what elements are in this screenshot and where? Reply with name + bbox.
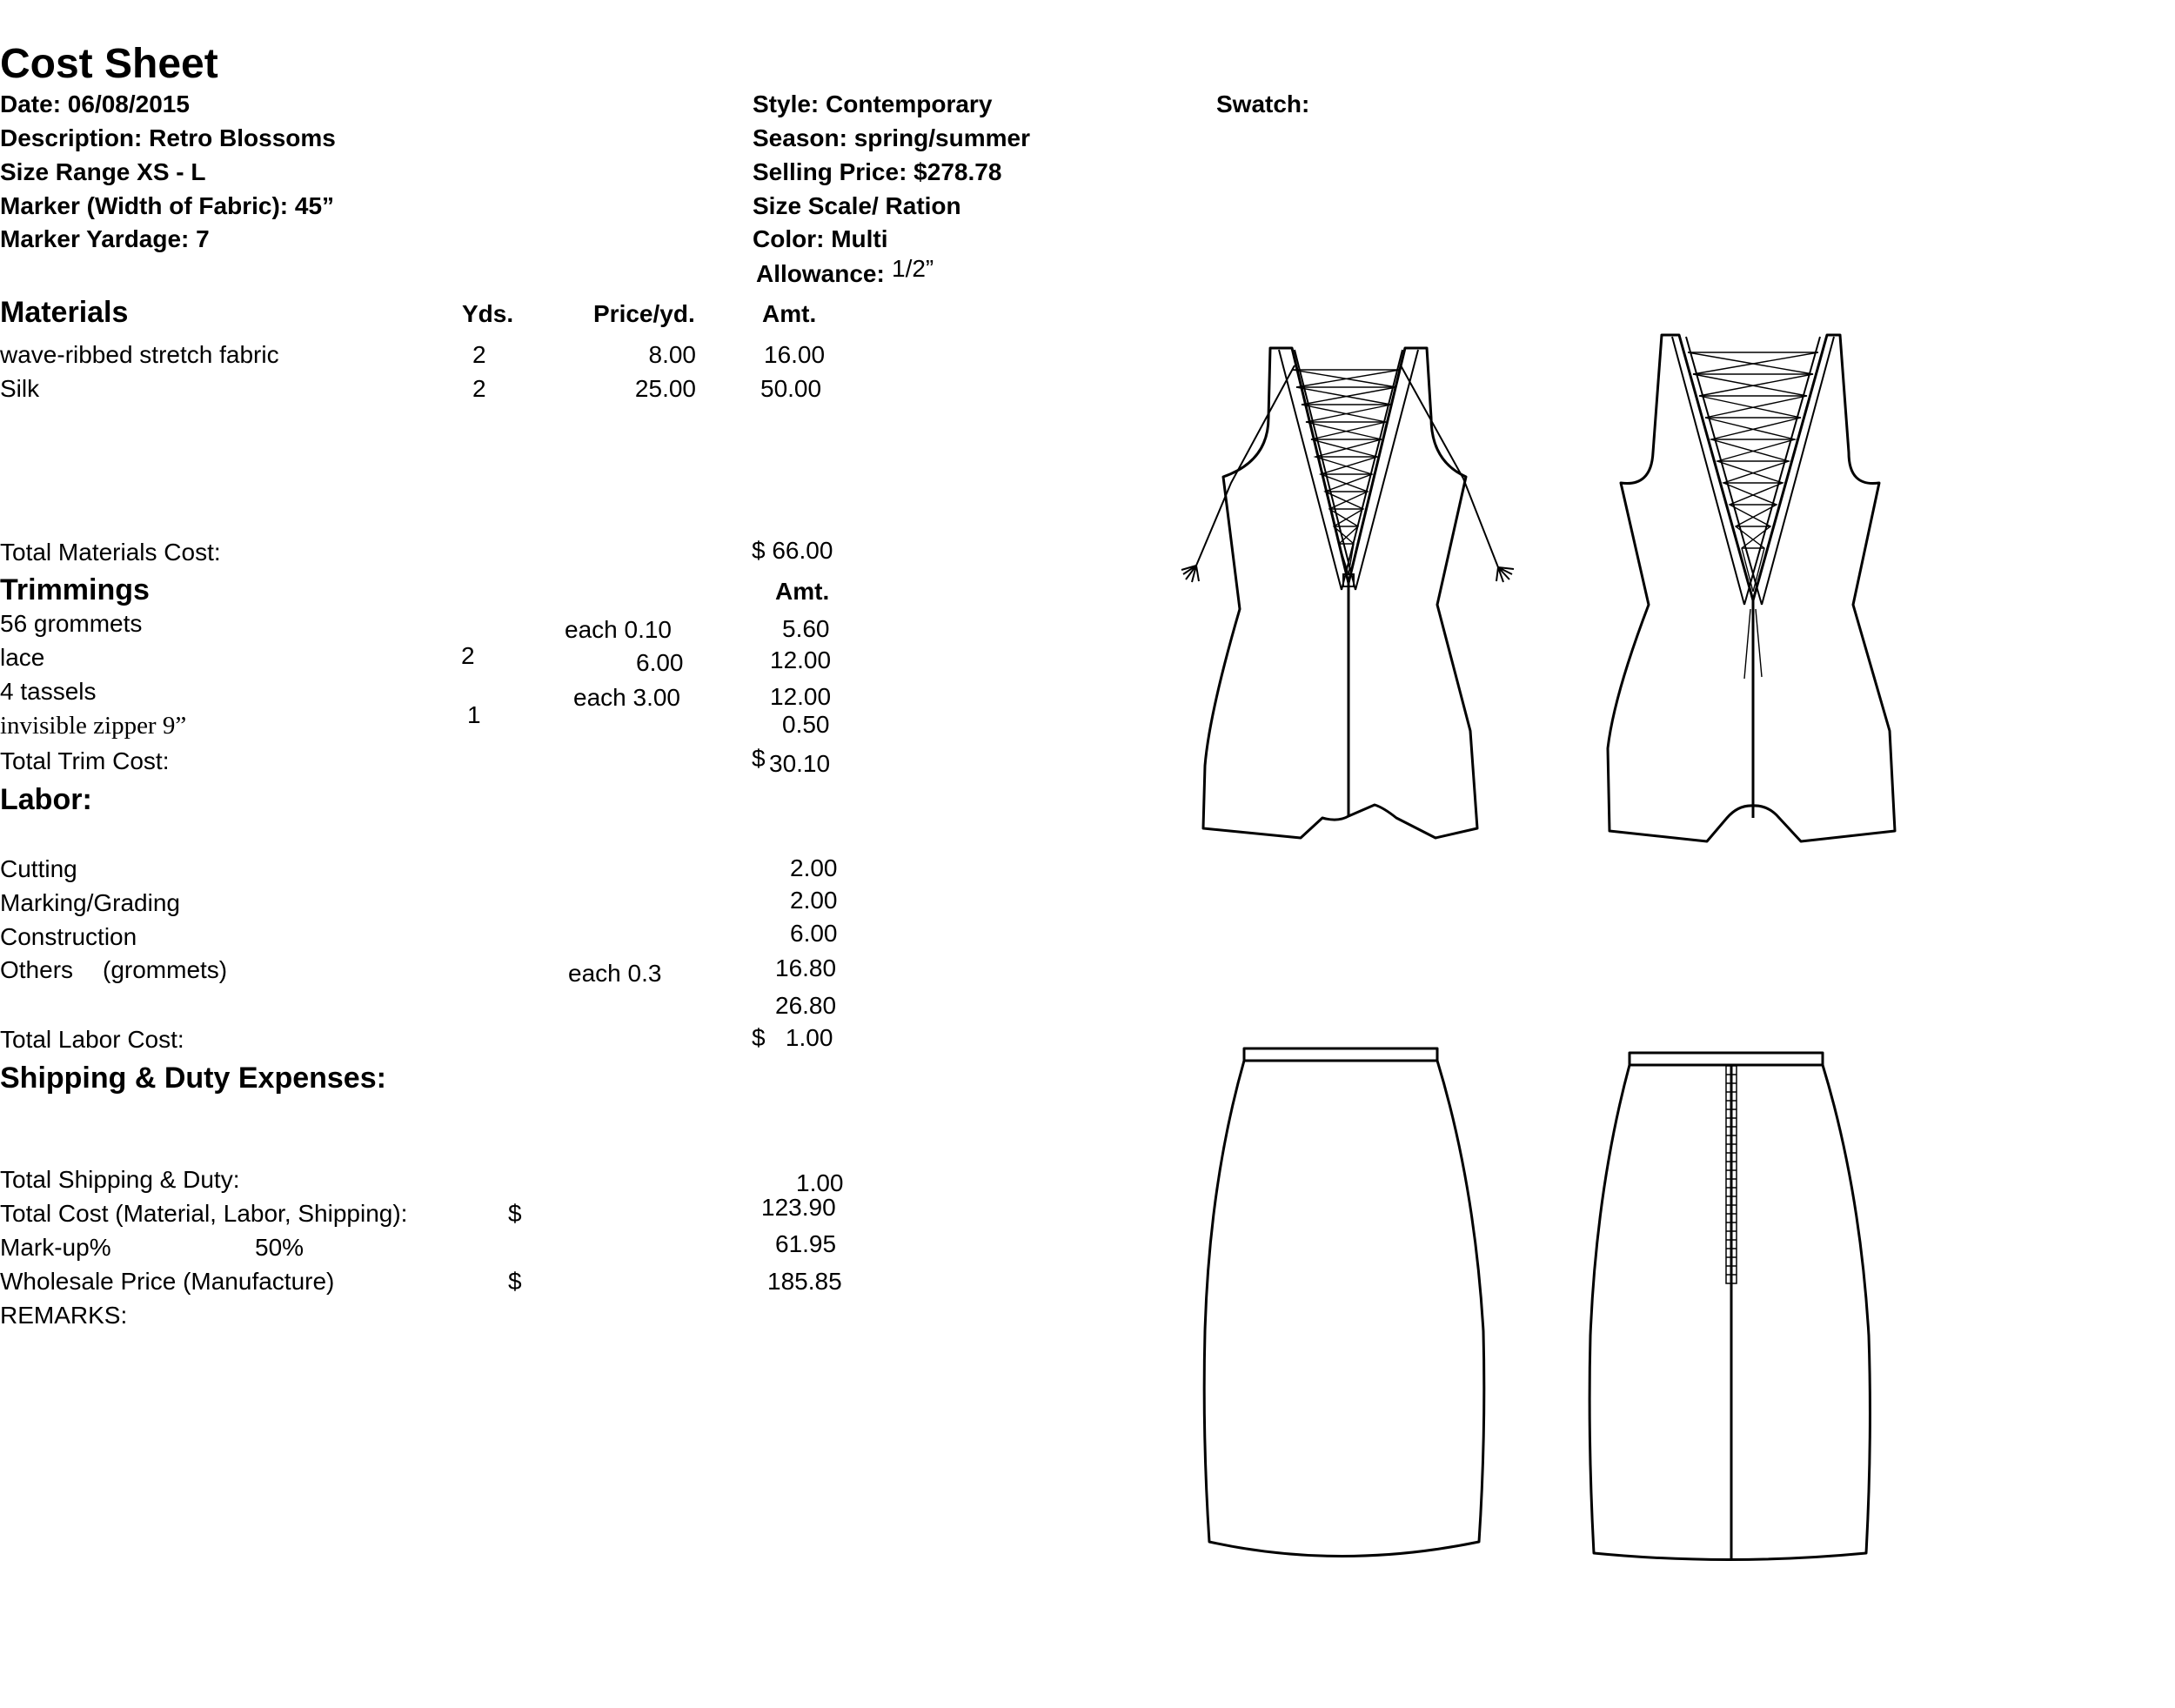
header-date: Date: 06/08/2015 <box>0 90 190 117</box>
trimmings-total-label: Total Trim Cost: <box>0 747 170 774</box>
top-back-flat <box>1566 313 1931 870</box>
header-size-range: Size Range XS - L <box>0 158 206 185</box>
page-title: Cost Sheet <box>0 41 218 87</box>
labor-row-amt: 2.00 <box>790 887 838 914</box>
labor-row-name: Others <box>0 956 74 983</box>
trimmings-row-amt: 5.60 <box>782 615 830 642</box>
wholesale-value: 185.85 <box>767 1268 842 1295</box>
materials-total-label: Total Materials Cost: <box>0 539 221 566</box>
markup-label: Mark-up% <box>0 1234 111 1261</box>
materials-row-price: 8.00 <box>648 341 696 368</box>
total-cost-label: Total Cost (Material, Labor, Shipping): <box>0 1200 408 1227</box>
header-style: Style: Contemporary <box>753 90 993 117</box>
labor-row-name: Construction <box>0 923 137 950</box>
skirt-front-flat <box>1192 1035 1505 1575</box>
trimmings-total-currency: $ <box>752 745 766 772</box>
labor-row-name: Cutting <box>0 855 77 882</box>
trimmings-row-name: 56 grommets <box>0 610 143 637</box>
trimmings-row-name: lace <box>0 644 45 671</box>
header-size-scale: Size Scale/ Ration <box>753 192 961 219</box>
markup-value: 61.95 <box>775 1230 837 1257</box>
materials-heading: Materials <box>0 296 129 329</box>
header-season: Season: spring/summer <box>753 124 1030 151</box>
header-description: Description: Retro Blossoms <box>0 124 336 151</box>
top-front-flat <box>1148 313 1549 870</box>
shipping-total-value: 1.00 <box>796 1169 844 1196</box>
labor-total-label: Total Labor Cost: <box>0 1026 184 1053</box>
remarks-label: REMARKS: <box>0 1302 128 1329</box>
markup-pct: 50% <box>255 1234 304 1261</box>
trimmings-row-amt: 12.00 <box>770 683 832 710</box>
trimmings-row-price: each 0.10 <box>565 616 672 643</box>
trimmings-row-name: invisible zipper 9” <box>0 712 187 740</box>
trimmings-heading: Trimmings <box>0 573 150 606</box>
materials-col-yds: Yds. <box>462 300 514 327</box>
labor-row-note: (grommets) <box>103 956 228 983</box>
shipping-heading: Shipping & Duty Expenses: <box>0 1062 386 1095</box>
wholesale-label: Wholesale Price (Manufacture) <box>0 1268 335 1295</box>
trimmings-row-price: 6.00 <box>636 649 684 676</box>
header-swatch: Swatch: <box>1216 90 1310 117</box>
header-selling-price: Selling Price: $278.78 <box>753 158 1002 185</box>
labor-row-amt: 2.00 <box>790 854 838 881</box>
labor-row-amt: 16.80 <box>775 954 837 981</box>
wholesale-currency: $ <box>508 1268 522 1295</box>
labor-total-value: $ 1.00 <box>752 1024 833 1051</box>
trimmings-row-qty: 2 <box>461 642 475 669</box>
trimmings-row-amt: 12.00 <box>770 646 832 673</box>
materials-row-yds: 2 <box>472 375 486 402</box>
header-color: Color: Multi <box>753 225 888 252</box>
skirt-back-flat <box>1575 1040 1888 1579</box>
labor-heading: Labor: <box>0 783 92 816</box>
trimmings-row-name: 4 tassels <box>0 678 97 705</box>
trimmings-row-qty: 1 <box>467 701 481 728</box>
labor-row-amt: 6.00 <box>790 920 838 947</box>
materials-total-value: $ 66.00 <box>752 537 833 564</box>
header-allowance-value: 1/2” <box>892 255 934 282</box>
materials-row-name: wave-ribbed stretch fabric <box>0 341 279 368</box>
total-cost-value: 123.90 <box>761 1194 836 1221</box>
trimmings-total-value: 30.10 <box>769 750 831 777</box>
shipping-total-label: Total Shipping & Duty: <box>0 1166 240 1193</box>
trimmings-row-price: each 3.00 <box>573 684 680 711</box>
total-cost-currency: $ <box>508 1200 522 1227</box>
trimmings-amt-header: Amt. <box>775 578 830 605</box>
header-marker-yardage: Marker Yardage: 7 <box>0 225 210 252</box>
header-allowance-label: Allowance: <box>756 260 885 287</box>
materials-row-price: 25.00 <box>634 375 696 402</box>
labor-row-name: Marking/Grading <box>0 889 180 916</box>
labor-row-price: each 0.3 <box>568 960 662 987</box>
materials-row-amt: 16.00 <box>764 341 826 368</box>
header-marker-width: Marker (Width of Fabric): 45” <box>0 192 335 219</box>
materials-col-price: Price/yd. <box>593 300 695 327</box>
materials-col-amt: Amt. <box>762 300 817 327</box>
materials-row-yds: 2 <box>472 341 486 368</box>
labor-subtotal: 26.80 <box>775 992 837 1019</box>
materials-row-amt: 50.00 <box>760 375 822 402</box>
trimmings-row-amt: 0.50 <box>782 711 830 738</box>
materials-row-name: Silk <box>0 375 40 402</box>
